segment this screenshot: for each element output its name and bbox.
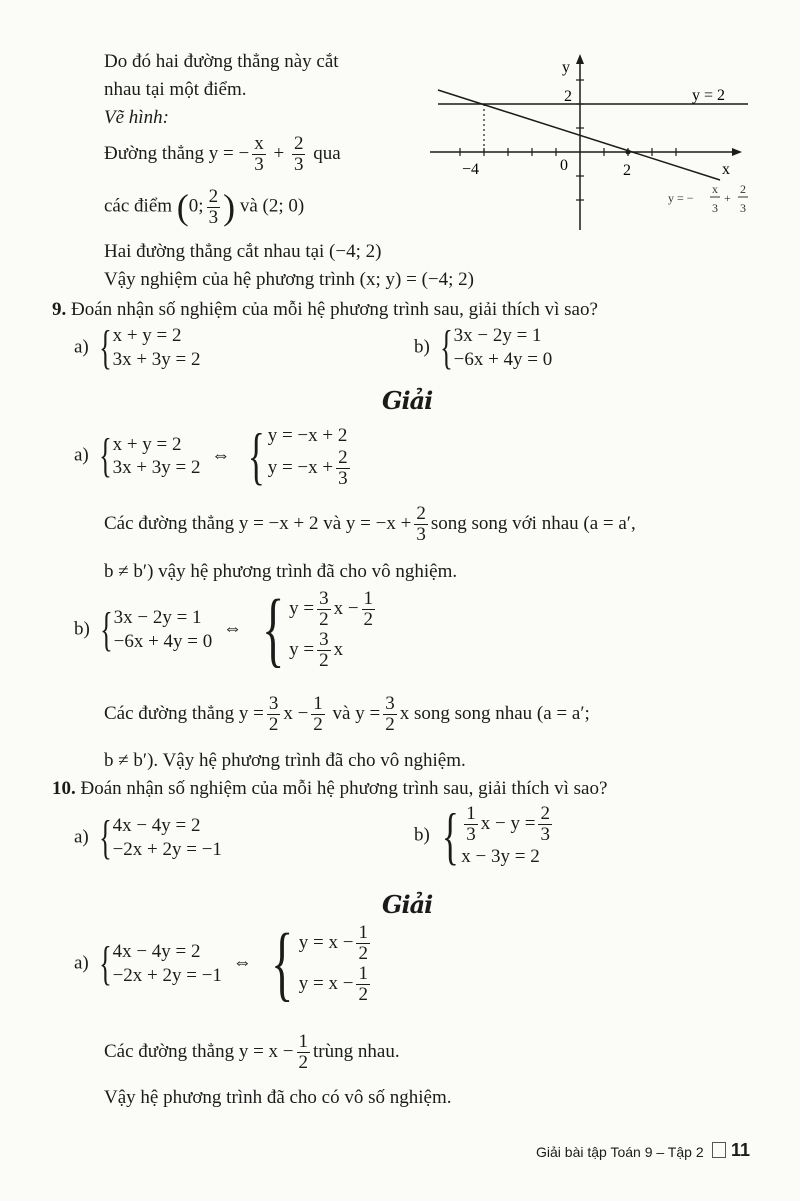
coordinate-graph [430, 52, 760, 242]
fraction-x-over-3: $\frac{x}{3}$ [254, 133, 264, 175]
giai-heading-9: Giải [382, 386, 433, 415]
page-number: 11 [731, 1140, 751, 1160]
ve-hinh-label: Vẽ hình: [104, 107, 169, 128]
conclusion-10: Vậy hệ phương trình đã cho có vô số nghiệm. [104, 1087, 452, 1108]
x-tick-neg4: −4 [462, 161, 480, 178]
line2-label-plus: + [724, 191, 731, 205]
problem-9a-system: a) { x + y = 2 3x + 3y = 2 [74, 321, 201, 374]
y-tick-2: 2 [564, 88, 572, 105]
y-axis-arrow [576, 54, 584, 64]
solution-9b: b) { 3x − 2y = 1 −6x + 4y = 0 ⇔ { y = $\frac{3}{2}$ x − $\frac{1}{2}$ y = $\frac{3}{2}$ x [74, 583, 374, 676]
explanation-9b-line2: b ≠ b′). Vậy hệ phương trình đã cho vô nghiệm. [104, 750, 466, 771]
book-icon [712, 1142, 726, 1158]
line2-label-3: 3 [712, 201, 718, 215]
x-tick-2: 2 [623, 162, 631, 179]
line2-label-prefix: y = − [668, 191, 694, 205]
x-axis-label: x [722, 161, 730, 178]
explanation-10a: Các đường thẳng y = x − $\frac{1}{2}$ trùng nhau. [104, 1031, 400, 1073]
fraction-2-over-3: $\frac{2}{3}$ [293, 133, 304, 175]
origin-label: 0 [560, 157, 568, 174]
problem-9b-system: b) { 3x − 2y = 1 −6x + 4y = 0 [414, 321, 553, 374]
solution-statement: Vậy nghiệm của hệ phương trình (x; y) = (−4; 2) [104, 269, 474, 290]
point-2-0 [626, 150, 631, 155]
giai-heading-10: Giải [382, 890, 433, 919]
problem-9-statement: 9. Đoán nhận số nghiệm của mỗi hệ phương trình sau, giải thích vì sao? [52, 299, 598, 320]
problem-10-statement: 10. Đoán nhận số nghiệm của mỗi hệ phương trình sau, giải thích vì sao? [52, 778, 608, 799]
line2-label-3b: 3 [740, 201, 746, 215]
intersection-statement: Hai đường thẳng cắt nhau tại (−4; 2) [104, 241, 382, 262]
line2-label-x: x [712, 182, 718, 196]
intro-line-2: nhau tại một điểm. [104, 79, 247, 100]
problem-10a-system: a) { 4x − 4y = 2 −2x + 2y = −1 [74, 811, 222, 864]
explanation-9b-line1: Các đường thẳng y = $\frac{3}{2}$ x − $\frac{1}{2}$ và y = $\frac{3}{2}$ x song song nhau (a = a′; [104, 693, 590, 735]
explanation-9a-line1: Các đường thẳng y = −x + 2 và y = −x + $\frac{2}{3}$ song song với nhau (a = a′, [104, 503, 636, 545]
explanation-9a-line2: b ≠ b′) vậy hệ phương trình đã cho vô nghiệm. [104, 561, 458, 582]
line2-label-2: 2 [740, 182, 746, 196]
fraction-2-over-3: $\frac{2}{3}$ [208, 185, 219, 228]
points-statement: các điểm (0; $\frac{2}{3}$ ) và (2; 0) [104, 185, 305, 228]
line-equation-statement: Đường thẳng y = − $\frac{x}{3}$ + $\frac{2}{3}$ qua [104, 133, 341, 175]
intro-line-1: Do đó hai đường thẳng này cắt [104, 51, 339, 72]
x-axis-arrow [732, 148, 742, 156]
footer-book-title: Giải bài tập Toán 9 – Tập 2 [536, 1144, 704, 1160]
problem-10b-system: b) { $\frac{1}{3}$ x − y = $\frac{2}{3}$ x − 3y = 2 [414, 800, 550, 872]
solution-10a: a) { 4x − 4y = 2 −2x + 2y = −1 ⇔ { y = x − $\frac{1}{2}$ y = x − $\frac{1}{2}$ [74, 917, 368, 1010]
solution-9a: a) { x + y = 2 3x + 3y = 2 ⇔ { y = −x + 2 y = −x + $\frac{2}{3}$ [74, 420, 348, 492]
y-axis-label: y [562, 59, 570, 76]
line-y2-label: y = 2 [692, 87, 726, 104]
